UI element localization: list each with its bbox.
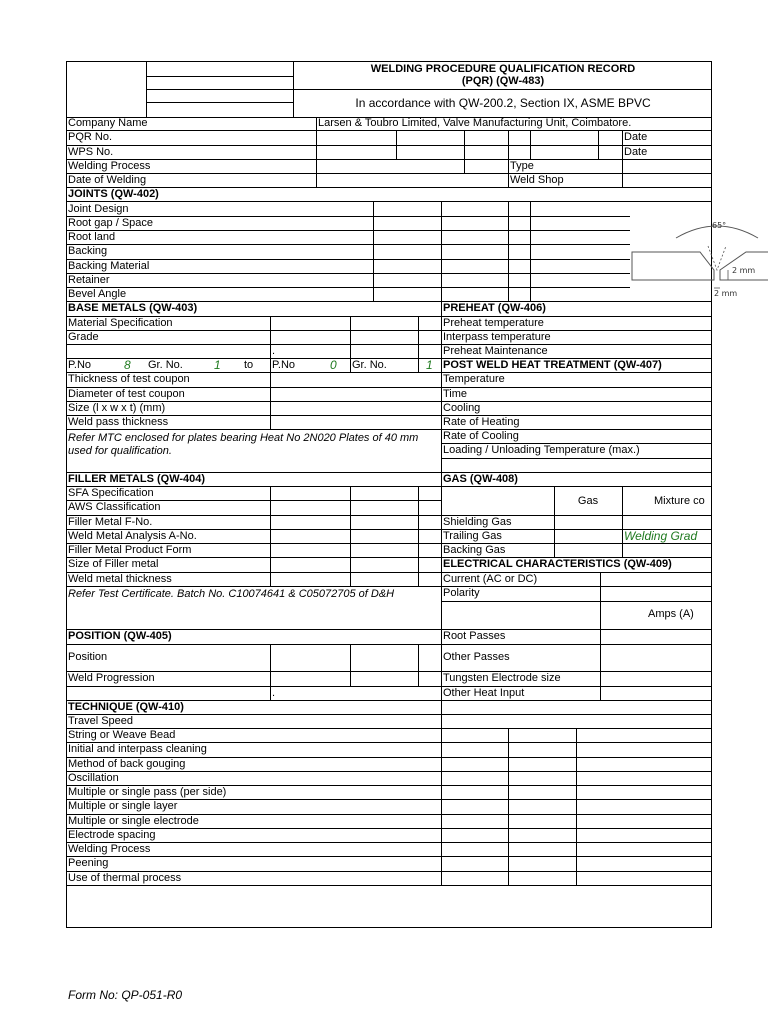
header-line-c bbox=[146, 102, 293, 103]
row-line bbox=[66, 287, 630, 288]
row-line bbox=[66, 173, 712, 174]
pno-label-2: P.No bbox=[272, 359, 296, 371]
row-line bbox=[66, 885, 712, 886]
col-line bbox=[441, 472, 442, 629]
filler-row-label: Size of Filler metal bbox=[68, 558, 159, 570]
base-metal-note: Refer MTC enclosed for plates bearing Heat No 2N020 Plates of 40 mm used for qualification. bbox=[68, 432, 419, 457]
technique-row-label: Method of back gouging bbox=[68, 758, 186, 770]
filler-row-label: AWS Classification bbox=[68, 501, 161, 513]
base-row-label: Diameter of test coupon bbox=[68, 388, 185, 400]
preheat-row-label: Preheat temperature bbox=[443, 317, 544, 329]
mixture-col-header: Mixture co bbox=[654, 495, 705, 507]
outer-border-left bbox=[66, 61, 67, 928]
technique-row-label: Peening bbox=[68, 857, 109, 869]
row-line bbox=[66, 201, 712, 202]
pwht-row-label: Time bbox=[443, 388, 468, 400]
amps-label: Amps (A) bbox=[648, 608, 694, 620]
weld-shop-label: Weld Shop bbox=[510, 174, 564, 186]
col-line bbox=[418, 644, 419, 686]
row-line bbox=[66, 686, 712, 687]
row-line bbox=[66, 714, 712, 715]
filler-row-label: Weld Metal Analysis A-No. bbox=[68, 530, 197, 542]
company-label: Company Name bbox=[68, 117, 148, 129]
pwht-row-label: Rate of Cooling bbox=[443, 430, 519, 442]
row-line bbox=[441, 458, 712, 459]
technique-row-label: Oscillation bbox=[68, 772, 119, 784]
col-line bbox=[554, 486, 555, 557]
grade-label: Grade bbox=[68, 331, 99, 343]
row-line bbox=[66, 145, 712, 146]
pwht-row-label: Temperature bbox=[443, 373, 505, 385]
row-line bbox=[66, 644, 712, 645]
joint-row-label: Root gap / Space bbox=[68, 217, 154, 229]
joint-row-label: Backing Material bbox=[68, 260, 150, 272]
pwht-row-label: Cooling bbox=[443, 402, 481, 414]
technique-row-label: Travel Speed bbox=[68, 715, 134, 727]
pqr-label: PQR No. bbox=[68, 131, 113, 143]
material-spec-label: Material Specification bbox=[68, 317, 173, 329]
grno-label-1: Gr. No. bbox=[148, 359, 183, 371]
row-line bbox=[66, 515, 712, 516]
welding-process-label: Welding Process bbox=[68, 160, 151, 172]
row-line bbox=[66, 230, 630, 231]
wps-label: WPS No. bbox=[68, 146, 114, 158]
other-passes-label: Other Passes bbox=[443, 651, 510, 663]
col-line bbox=[418, 486, 419, 586]
col-line bbox=[441, 629, 442, 714]
col-line bbox=[418, 316, 419, 373]
col-line bbox=[508, 728, 509, 885]
gas-col-header: Gas bbox=[577, 495, 599, 507]
col-line bbox=[350, 316, 351, 373]
row-line bbox=[66, 828, 712, 829]
position-dot: . bbox=[272, 687, 276, 699]
outer-border-top bbox=[66, 61, 712, 62]
grno-value-2: 1 bbox=[426, 358, 433, 372]
current-label: Current (AC or DC) bbox=[443, 573, 538, 585]
row-line bbox=[66, 856, 712, 857]
position-heading: POSITION (QW-405) bbox=[68, 630, 172, 642]
col-line bbox=[316, 117, 317, 188]
row-line bbox=[66, 429, 712, 430]
row-line bbox=[66, 842, 712, 843]
preheat-row-label: Preheat Maintenance bbox=[443, 345, 548, 357]
filler-row-label: Weld metal thickness bbox=[68, 573, 172, 585]
technique-row-label: Initial and interpass cleaning bbox=[68, 743, 207, 755]
col-line bbox=[396, 130, 397, 159]
header-line-a bbox=[146, 76, 293, 77]
root-face-label: 2 mm bbox=[732, 266, 756, 275]
joint-row-label: Bevel Angle bbox=[68, 288, 127, 300]
outer-border-bottom bbox=[66, 927, 712, 928]
row-line bbox=[66, 273, 630, 274]
company-value: Larsen & Toubro Limited, Valve Manufacturing Unit, Coimbatore. bbox=[318, 117, 632, 129]
base-row-label: Weld pass thickness bbox=[68, 416, 169, 428]
row-line bbox=[66, 159, 712, 160]
outer-border-right bbox=[711, 61, 712, 928]
position-label: Position bbox=[68, 651, 108, 663]
row-line bbox=[66, 330, 712, 331]
base-metals-heading: BASE METALS (QW-403) bbox=[68, 302, 198, 314]
pwht-row-label: Loading / Unloading Temperature (max.) bbox=[443, 444, 640, 456]
filler-row-label: Filler Metal F-No. bbox=[68, 516, 153, 528]
trailing-gas-value: Welding Grad bbox=[624, 529, 698, 543]
row-line bbox=[66, 771, 712, 772]
gas-heading: GAS (QW-408) bbox=[443, 473, 518, 485]
form-title: WELDING PROCEDURE QUALIFICATION RECORD bbox=[370, 63, 636, 75]
filler-note: Refer Test Certificate. Batch No. C10074641 & C05072705 of D&H bbox=[68, 588, 395, 600]
col-line bbox=[508, 201, 509, 301]
row-line bbox=[66, 244, 630, 245]
col-line bbox=[600, 629, 601, 700]
date-label-1: Date bbox=[624, 131, 648, 143]
base-row-label: Thickness of test coupon bbox=[68, 373, 190, 385]
technique-row-label: Multiple or single layer bbox=[68, 800, 178, 812]
technique-row-label: Multiple or single pass (per side) bbox=[68, 786, 227, 798]
col-line bbox=[441, 201, 442, 301]
to-label: to bbox=[244, 359, 254, 371]
col-line bbox=[576, 728, 577, 885]
joints-heading: JOINTS (QW-402) bbox=[68, 188, 159, 200]
angle-label: 65° bbox=[712, 221, 727, 230]
gas-row-label: Backing Gas bbox=[443, 544, 506, 556]
grno-label-2: Gr. No. bbox=[352, 359, 387, 371]
grade-dot: . bbox=[272, 345, 276, 357]
row-line bbox=[66, 187, 712, 188]
col-line bbox=[441, 714, 442, 885]
pwht-heading: POST WELD HEAT TREATMENT (QW-407) bbox=[443, 359, 662, 371]
filler-heading: FILLER METALS (QW-404) bbox=[68, 473, 206, 485]
col-line bbox=[373, 201, 374, 301]
col-line bbox=[350, 486, 351, 586]
joint-bevel-diagram bbox=[628, 218, 768, 300]
tungsten-label: Tungsten Electrode size bbox=[443, 672, 561, 684]
joint-row-label: Retainer bbox=[68, 274, 110, 286]
preheat-heading: PREHEAT (QW-406) bbox=[443, 302, 546, 314]
technique-row-label: String or Weave Bead bbox=[68, 729, 176, 741]
col-line bbox=[711, 301, 712, 472]
col-line bbox=[622, 486, 623, 557]
col-line bbox=[600, 572, 601, 629]
col-line bbox=[270, 644, 271, 700]
technique-heading: TECHNIQUE (QW-410) bbox=[68, 701, 184, 713]
technique-row-label: Electrode spacing bbox=[68, 829, 156, 841]
heat-input-label: Other Heat Input bbox=[443, 687, 525, 699]
progression-label: Weld Progression bbox=[68, 672, 155, 684]
row-line bbox=[66, 486, 712, 487]
col-line bbox=[598, 130, 599, 159]
technique-row-label: Welding Process bbox=[68, 843, 151, 855]
col-line bbox=[530, 201, 531, 301]
pno-value-1: 8 bbox=[124, 358, 131, 372]
bevel-diagram-svg bbox=[628, 218, 768, 300]
technique-row-label: Multiple or single electrode bbox=[68, 815, 199, 827]
gas-row-label: Shielding Gas bbox=[443, 516, 512, 528]
joint-row-label: Root land bbox=[68, 231, 116, 243]
pno-label-1: P.No bbox=[68, 359, 92, 371]
col-line bbox=[270, 486, 271, 586]
joint-row-label: Joint Design bbox=[68, 203, 129, 215]
electrical-heading: ELECTRICAL CHARACTERISTICS (QW-409) bbox=[443, 558, 672, 570]
technique-row-label: Use of thermal process bbox=[68, 872, 182, 884]
pno-value-2: 0 bbox=[330, 358, 337, 372]
joint-row-label: Backing bbox=[68, 245, 108, 257]
row-line bbox=[66, 344, 712, 345]
pwht-row-label: Rate of Heating bbox=[443, 416, 520, 428]
polarity-label: Polarity bbox=[443, 587, 480, 599]
form-number: Form No: QP-051-R0 bbox=[68, 988, 183, 1002]
accordance-text: In accordance with QW-200.2, Section IX, ASME BPVC bbox=[355, 96, 651, 110]
filler-row-label: Filler Metal Product Form bbox=[68, 544, 192, 556]
col-line bbox=[350, 644, 351, 686]
col-line bbox=[530, 130, 531, 159]
col-line bbox=[622, 130, 623, 187]
row-line bbox=[66, 671, 712, 672]
type-label: Type bbox=[510, 160, 534, 172]
col-line bbox=[270, 316, 271, 429]
grno-value-1: 1 bbox=[214, 358, 221, 372]
col-line bbox=[464, 130, 465, 173]
gas-row-label: Trailing Gas bbox=[443, 530, 502, 542]
date-of-welding-label: Date of Welding bbox=[68, 174, 147, 186]
root-passes-label: Root Passes bbox=[443, 630, 506, 642]
filler-row-label: SFA Specification bbox=[68, 487, 154, 499]
row-line bbox=[441, 601, 712, 602]
col-line bbox=[508, 130, 509, 187]
base-row-label: Size (l x w x t) (mm) bbox=[68, 402, 166, 414]
header-line-b bbox=[146, 89, 712, 90]
form-subtitle: (PQR) (QW-483) bbox=[461, 75, 545, 87]
date-label-2: Date bbox=[624, 146, 648, 158]
col-line bbox=[441, 301, 442, 472]
preheat-row-label: Interpass temperature bbox=[443, 331, 551, 343]
row-line bbox=[66, 130, 712, 131]
root-gap-label: 2 mm bbox=[714, 289, 738, 298]
row-line bbox=[66, 586, 712, 587]
row-line bbox=[66, 259, 630, 260]
